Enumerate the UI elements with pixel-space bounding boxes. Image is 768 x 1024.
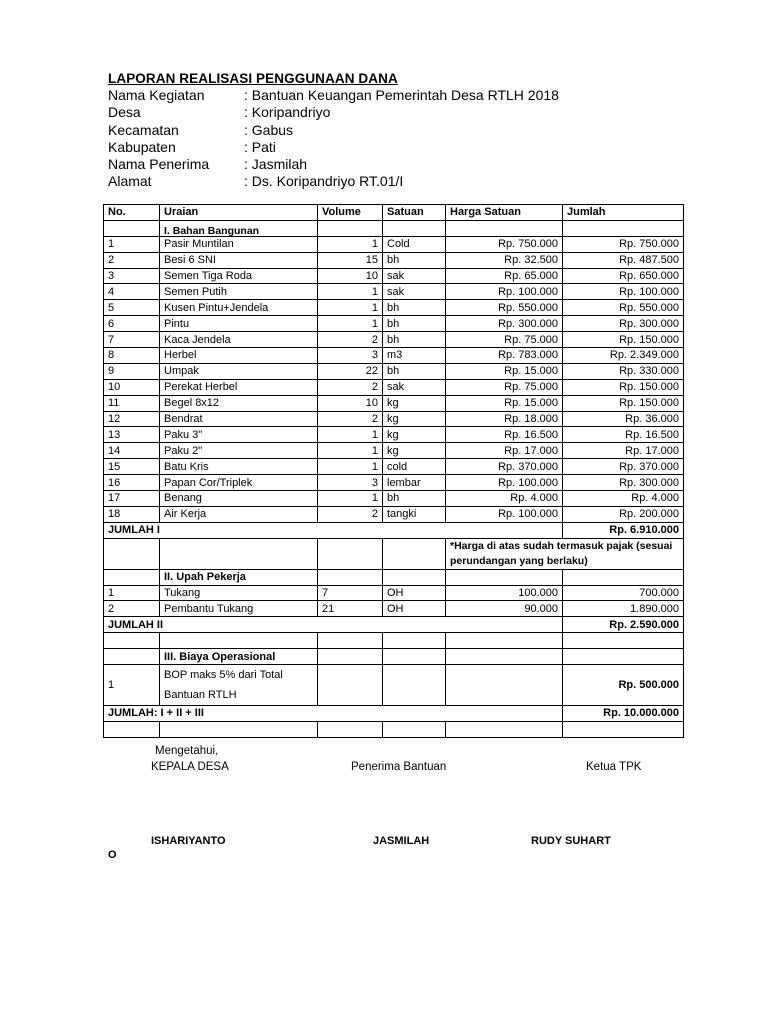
row-no: 7 bbox=[104, 332, 160, 348]
row-unit: sak bbox=[383, 379, 446, 395]
table-row bbox=[104, 459, 684, 475]
info-value: : Gabus bbox=[244, 121, 294, 138]
col-header-harga: Harga Satuan bbox=[446, 205, 563, 221]
row-volume: 22 bbox=[318, 363, 383, 379]
total-1-row bbox=[104, 522, 684, 538]
col-header-no: No. bbox=[104, 205, 160, 221]
row-price: 90.000 bbox=[446, 601, 563, 617]
empty-cell bbox=[383, 721, 446, 737]
row-total: Rp. 36.000 bbox=[563, 411, 684, 427]
row-item: Semen Tiga Roda bbox=[160, 268, 318, 284]
row-total: Rp. 750.000 bbox=[563, 236, 684, 252]
total-1-value: Rp. 6.910.000 bbox=[563, 522, 684, 538]
table-row bbox=[104, 427, 684, 443]
row-no: 17 bbox=[104, 491, 160, 507]
row-no: 11 bbox=[104, 395, 160, 411]
row-price: Rp. 100.000 bbox=[446, 284, 563, 300]
table-row bbox=[104, 379, 684, 395]
row-volume: 10 bbox=[318, 395, 383, 411]
row-item: Pembantu Tukang bbox=[160, 601, 318, 617]
row-total: Rp. 200.000 bbox=[563, 506, 684, 522]
tpk-name: RUDY SUHART bbox=[531, 835, 611, 847]
row-item: Besi 6 SNI bbox=[160, 252, 318, 268]
row-unit: sak bbox=[383, 284, 446, 300]
row-no: 18 bbox=[104, 506, 160, 522]
empty-cell bbox=[563, 721, 684, 737]
grand-total-row bbox=[104, 706, 684, 722]
col-header-jumlah: Jumlah bbox=[563, 205, 684, 221]
row-volume: 21 bbox=[318, 601, 383, 617]
empty-cell bbox=[104, 649, 160, 665]
table-row bbox=[104, 316, 684, 332]
blank-row bbox=[104, 633, 684, 649]
row-price: Rp. 65.000 bbox=[446, 268, 563, 284]
report-header bbox=[108, 70, 559, 190]
table-row bbox=[104, 300, 684, 316]
row-volume: 1 bbox=[318, 316, 383, 332]
acknowledged-label: Mengetahui, bbox=[155, 745, 219, 757]
row-volume: 1 bbox=[318, 427, 383, 443]
empty-cell bbox=[383, 665, 446, 706]
empty-cell bbox=[104, 721, 160, 737]
row-total: 1.890.000 bbox=[563, 601, 684, 617]
table-row bbox=[104, 236, 684, 252]
tpk-title: Ketua TPK bbox=[586, 761, 642, 773]
row-volume: 15 bbox=[318, 252, 383, 268]
info-row bbox=[108, 122, 559, 139]
table-row bbox=[104, 411, 684, 427]
info-label: Nama Kegiatan bbox=[108, 87, 205, 104]
row-item: Kaca Jendela bbox=[160, 332, 318, 348]
section-2-row bbox=[104, 569, 684, 585]
info-label: Kabupaten bbox=[108, 138, 176, 155]
info-value: : Koripandriyo bbox=[244, 104, 331, 121]
row-price: Rp. 783.000 bbox=[446, 348, 563, 364]
total-2-label: JUMLAH II bbox=[104, 617, 563, 633]
head-name: ISHARIYANTO bbox=[151, 835, 226, 847]
table-row bbox=[104, 363, 684, 379]
row-no: 12 bbox=[104, 411, 160, 427]
table-row bbox=[104, 252, 684, 268]
row-total: Rp. 150.000 bbox=[563, 379, 684, 395]
row-item: Benang bbox=[160, 491, 318, 507]
row-unit: kg bbox=[383, 427, 446, 443]
table-row bbox=[104, 601, 684, 617]
empty-cell bbox=[318, 569, 383, 585]
empty-cell bbox=[318, 538, 383, 569]
row-price: Rp. 100.000 bbox=[446, 475, 563, 491]
row-unit: m3 bbox=[383, 348, 446, 364]
info-value: : Bantuan Keuangan Pemerintah Desa RTLH 2018 bbox=[244, 87, 559, 104]
empty-cell bbox=[563, 649, 684, 665]
row-total: 700.000 bbox=[563, 585, 684, 601]
row-volume: 3 bbox=[318, 348, 383, 364]
table-row bbox=[104, 475, 684, 491]
row-volume: 1 bbox=[318, 284, 383, 300]
row-item: Kusen Pintu+Jendela bbox=[160, 300, 318, 316]
row-volume: 1 bbox=[318, 300, 383, 316]
row-item: Papan Cor/Triplek bbox=[160, 475, 318, 491]
row-item: Pintu bbox=[160, 316, 318, 332]
row-price: Rp. 18.000 bbox=[446, 411, 563, 427]
section-1-title: I. Bahan Bangunan bbox=[160, 220, 318, 236]
row-total: Rp. 300.000 bbox=[563, 475, 684, 491]
row-volume: 3 bbox=[318, 475, 383, 491]
blank-row bbox=[104, 721, 684, 737]
info-value: : Pati bbox=[244, 138, 276, 155]
row-price: Rp. 370.000 bbox=[446, 459, 563, 475]
recipient-title: Penerima Bantuan bbox=[351, 761, 447, 773]
row-price: Rp. 300.000 bbox=[446, 316, 563, 332]
row-total: Rp. 550.000 bbox=[563, 300, 684, 316]
row-price: 100.000 bbox=[446, 585, 563, 601]
row-volume: 2 bbox=[318, 332, 383, 348]
table-row bbox=[104, 443, 684, 459]
row-price: Rp. 4.000 bbox=[446, 491, 563, 507]
empty-cell bbox=[104, 569, 160, 585]
empty-cell bbox=[446, 649, 563, 665]
info-fields bbox=[108, 87, 559, 190]
empty-cell bbox=[383, 649, 446, 665]
row-unit: bh bbox=[383, 332, 446, 348]
row-price: Rp. 550.000 bbox=[446, 300, 563, 316]
row-no: 6 bbox=[104, 316, 160, 332]
info-value: : Ds. Koripandriyo RT.01/I bbox=[244, 173, 404, 190]
row-no: 1 bbox=[104, 585, 160, 601]
empty-cell bbox=[318, 633, 383, 649]
row-volume: 1 bbox=[318, 491, 383, 507]
row-total: Rp. 487.500 bbox=[563, 252, 684, 268]
row-no: 2 bbox=[104, 601, 160, 617]
row-volume: 7 bbox=[318, 585, 383, 601]
row-no: 13 bbox=[104, 427, 160, 443]
row-total: Rp. 16.500 bbox=[563, 427, 684, 443]
row-unit: Cold bbox=[383, 236, 446, 252]
tpk-name-wrap: O bbox=[108, 849, 117, 861]
row-item: Begel 8x12 bbox=[160, 395, 318, 411]
col-header-volume: Volume bbox=[318, 205, 383, 221]
row-price: Rp. 100.000 bbox=[446, 506, 563, 522]
row-no: 1 bbox=[104, 236, 160, 252]
row-unit: bh bbox=[383, 252, 446, 268]
row-unit: lembar bbox=[383, 475, 446, 491]
empty-cell bbox=[318, 721, 383, 737]
empty-cell bbox=[563, 569, 684, 585]
row-item: Tukang bbox=[160, 585, 318, 601]
section-1-row bbox=[104, 220, 684, 236]
row-no: 8 bbox=[104, 348, 160, 364]
row-item: Bendrat bbox=[160, 411, 318, 427]
row-unit: OH bbox=[383, 585, 446, 601]
row-total: Rp. 370.000 bbox=[563, 459, 684, 475]
table-header-row bbox=[104, 205, 684, 221]
recipient-name: JASMILAH bbox=[373, 835, 430, 847]
section-3-title: III. Biaya Operasional bbox=[160, 649, 318, 665]
row-unit: bh bbox=[383, 300, 446, 316]
row-unit: kg bbox=[383, 395, 446, 411]
row-price: Rp. 750.000 bbox=[446, 236, 563, 252]
col-header-satuan: Satuan bbox=[383, 205, 446, 221]
row-total: Rp. 2.349.000 bbox=[563, 348, 684, 364]
info-label: Kecamatan bbox=[108, 121, 179, 138]
info-label: Nama Penerima bbox=[108, 156, 210, 173]
row-unit: kg bbox=[383, 443, 446, 459]
grand-total-value: Rp. 10.000.000 bbox=[563, 706, 684, 722]
empty-cell bbox=[160, 538, 318, 569]
row-price: Rp. 75.000 bbox=[446, 332, 563, 348]
row-unit: OH bbox=[383, 601, 446, 617]
empty-cell bbox=[383, 633, 446, 649]
info-row bbox=[108, 173, 559, 190]
col-header-uraian: Uraian bbox=[160, 205, 318, 221]
row-unit: tangki bbox=[383, 506, 446, 522]
empty-cell bbox=[446, 633, 563, 649]
row-no: 5 bbox=[104, 300, 160, 316]
section-2-title: II. Upah Pekerja bbox=[160, 569, 318, 585]
row-total: Rp. 4.000 bbox=[563, 491, 684, 507]
row-item: Umpak bbox=[160, 363, 318, 379]
empty-cell bbox=[160, 633, 318, 649]
row-unit: bh bbox=[383, 363, 446, 379]
row-volume: 2 bbox=[318, 506, 383, 522]
empty-cell bbox=[104, 633, 160, 649]
row-volume: 2 bbox=[318, 379, 383, 395]
row-no: 16 bbox=[104, 475, 160, 491]
table-row bbox=[104, 268, 684, 284]
empty-cell bbox=[446, 721, 563, 737]
empty-cell bbox=[318, 649, 383, 665]
row-unit: bh bbox=[383, 491, 446, 507]
row-volume: 10 bbox=[318, 268, 383, 284]
row-no: 10 bbox=[104, 379, 160, 395]
row-item: Semen Putih bbox=[160, 284, 318, 300]
ops-total: Rp. 500.000 bbox=[563, 665, 684, 706]
table-row bbox=[104, 284, 684, 300]
row-no: 15 bbox=[104, 459, 160, 475]
row-no: 1 bbox=[104, 665, 160, 706]
empty-cell bbox=[160, 721, 318, 737]
table-row bbox=[104, 395, 684, 411]
row-total: Rp. 650.000 bbox=[563, 268, 684, 284]
row-no: 14 bbox=[104, 443, 160, 459]
info-row bbox=[108, 139, 559, 156]
note-row bbox=[104, 538, 684, 569]
section-3-row bbox=[104, 649, 684, 665]
row-price: Rp. 32.500 bbox=[446, 252, 563, 268]
row-price: Rp. 15.000 bbox=[446, 395, 563, 411]
row-item: Perekat Herbel bbox=[160, 379, 318, 395]
row-no: 4 bbox=[104, 284, 160, 300]
row-price: Rp. 15.000 bbox=[446, 363, 563, 379]
table-row bbox=[104, 348, 684, 364]
row-item: BOP maks 5% dari Total Bantuan RTLH bbox=[160, 665, 318, 706]
row-total: Rp. 17.000 bbox=[563, 443, 684, 459]
row-price: Rp. 16.500 bbox=[446, 427, 563, 443]
table-row bbox=[104, 506, 684, 522]
row-total: Rp. 330.000 bbox=[563, 363, 684, 379]
info-row bbox=[108, 104, 559, 121]
row-total: Rp. 300.000 bbox=[563, 316, 684, 332]
empty-cell bbox=[104, 538, 160, 569]
empty-cell bbox=[383, 569, 446, 585]
report-title: LAPORAN REALISASI PENGGUNAAN DANA bbox=[108, 71, 398, 86]
row-volume: 1 bbox=[318, 443, 383, 459]
row-item: Batu Kris bbox=[160, 459, 318, 475]
row-item: Paku 3" bbox=[160, 427, 318, 443]
row-unit: bh bbox=[383, 316, 446, 332]
row-volume: 1 bbox=[318, 459, 383, 475]
budget-table bbox=[103, 204, 684, 738]
row-volume: 1 bbox=[318, 236, 383, 252]
row-no: 2 bbox=[104, 252, 160, 268]
row-item: Air Kerja bbox=[160, 506, 318, 522]
info-label: Desa bbox=[108, 104, 141, 121]
row-item: Paku 2" bbox=[160, 443, 318, 459]
empty-cell bbox=[318, 665, 383, 706]
row-unit: cold bbox=[383, 459, 446, 475]
empty-cell bbox=[446, 665, 563, 706]
row-price: Rp. 75.000 bbox=[446, 379, 563, 395]
empty-cell bbox=[446, 569, 563, 585]
row-total: Rp. 150.000 bbox=[563, 395, 684, 411]
tax-note: *Harga di atas sudah termasuk pajak (sesuai perundangan yang berlaku) bbox=[446, 538, 684, 569]
info-value: : Jasmilah bbox=[244, 156, 308, 173]
info-label: Alamat bbox=[108, 173, 152, 190]
table-row bbox=[104, 491, 684, 507]
row-total: Rp. 150.000 bbox=[563, 332, 684, 348]
total-2-value: Rp. 2.590.000 bbox=[563, 617, 684, 633]
row-item: Pasir Muntilan bbox=[160, 236, 318, 252]
table-row bbox=[104, 332, 684, 348]
row-price: Rp. 17.000 bbox=[446, 443, 563, 459]
info-row bbox=[108, 87, 559, 104]
info-row bbox=[108, 156, 559, 173]
row-unit: sak bbox=[383, 268, 446, 284]
empty-cell bbox=[383, 538, 446, 569]
ops-row bbox=[104, 665, 684, 706]
row-unit: kg bbox=[383, 411, 446, 427]
head-title: KEPALA DESA bbox=[151, 761, 229, 773]
total-2-row bbox=[104, 617, 684, 633]
row-item: Herbel bbox=[160, 348, 318, 364]
row-no: 9 bbox=[104, 363, 160, 379]
row-no: 3 bbox=[104, 268, 160, 284]
total-1-label: JUMLAH I bbox=[104, 522, 563, 538]
table-row bbox=[104, 585, 684, 601]
row-volume: 2 bbox=[318, 411, 383, 427]
empty-cell bbox=[563, 633, 684, 649]
grand-total-label: JUMLAH: I + II + III bbox=[104, 706, 563, 722]
row-total: Rp. 100.000 bbox=[563, 284, 684, 300]
